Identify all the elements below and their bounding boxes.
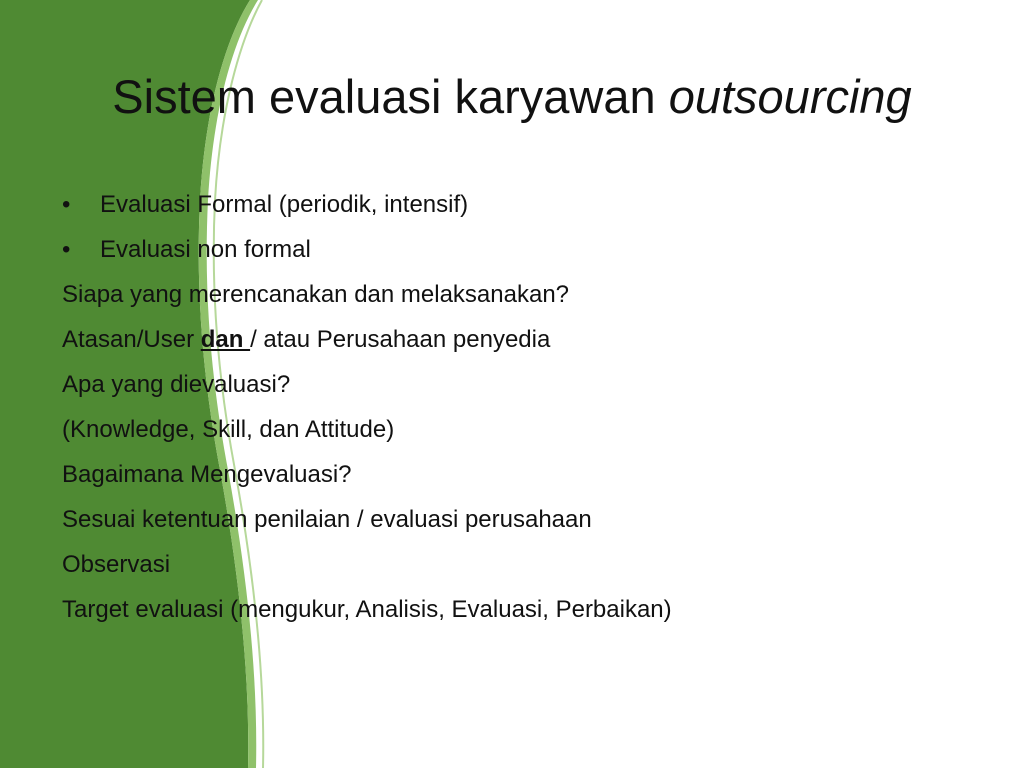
bullet-text: Evaluasi non formal <box>100 236 311 263</box>
bullet-text: Evaluasi Formal (periodik, intensif) <box>100 191 469 218</box>
answer-who-part-c: / atau Perusahaan penyedia <box>250 326 551 353</box>
answer-how-1: Sesuai ketentuan penilaian / evaluasi perusahaan <box>62 506 592 533</box>
answer-who-emphasis: dan <box>200 326 251 353</box>
bullet-icon: • <box>62 236 71 263</box>
bullet-icon: • <box>62 191 71 218</box>
slide-title <box>0 62 1024 132</box>
slide-body <box>62 182 962 632</box>
answer-how-3: Target evaluasi (mengukur, Analisis, Evaluasi, Perbaikan) <box>62 596 672 623</box>
bullet-item <box>62 227 962 272</box>
title-main: Sistem evaluasi karyawan <box>112 70 669 123</box>
answer-what: (Knowledge, Skill, dan Attitude) <box>62 416 395 443</box>
answer-who-part-a: Atasan/User <box>62 326 201 353</box>
question-how: Bagaimana Mengevaluasi? <box>62 461 352 488</box>
question-what: Apa yang dievaluasi? <box>62 371 291 398</box>
question-who: Siapa yang merencanakan dan melaksanakan? <box>62 281 570 308</box>
answer-how-2: Observasi <box>62 551 171 578</box>
bullet-item <box>62 182 962 227</box>
title-emphasis: outsourcing <box>668 70 912 123</box>
answer-who <box>62 317 962 362</box>
